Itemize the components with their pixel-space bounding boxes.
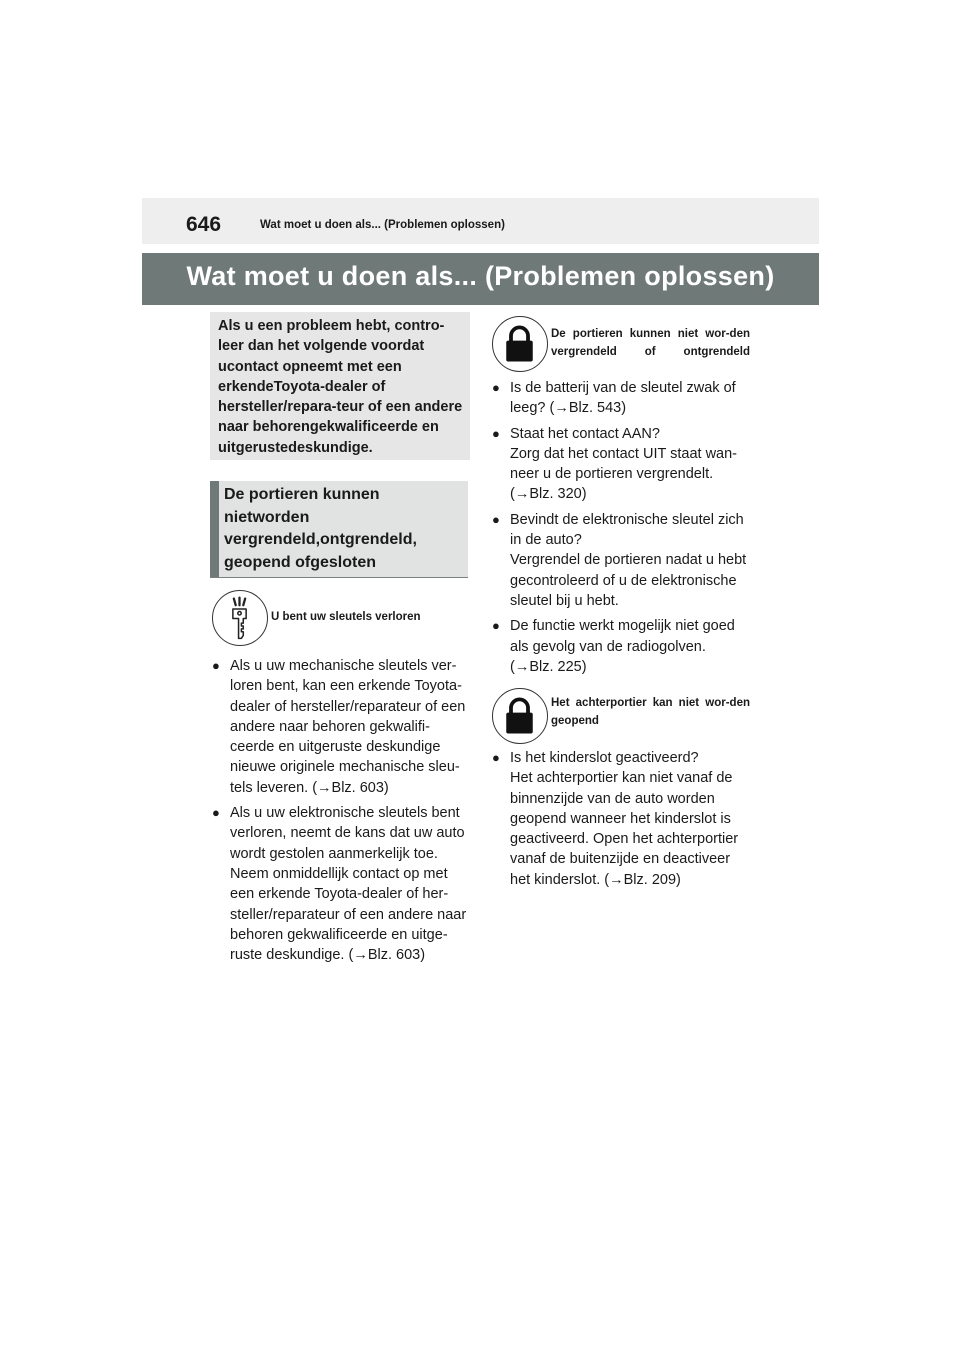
text-line: ontgrendeld, geopend of	[224, 531, 417, 571]
text-line: De portieren kunnen niet	[224, 486, 380, 526]
text-line: als gevolg van de radiogolven.	[510, 638, 706, 655]
rear-door-heading	[551, 695, 750, 730]
list-item	[492, 378, 750, 419]
text-line: andere naar behoren gekwalifi-	[230, 718, 430, 735]
list-item	[492, 424, 750, 505]
section-title	[224, 484, 460, 574]
text-line: tels leveren. (→Blz. 603)	[230, 779, 389, 796]
text-line: vanaf de buitenzijde en deactiveer	[510, 851, 731, 868]
text-line: den vergrendeld of ontgrendeld	[551, 328, 750, 358]
text-line: contact opneemt met een erkende	[218, 358, 402, 395]
text-line: in de auto?	[510, 532, 582, 549]
text-line: leer dan het volgende voordat u	[218, 338, 425, 375]
intro-text	[218, 316, 466, 458]
text-line: ● Bevindt de elektronische sleutel zich	[510, 511, 744, 528]
list-item	[212, 803, 468, 965]
list-item	[492, 510, 750, 611]
text-line: behoren gekwalificeerde en uitge-	[230, 926, 448, 943]
page-number: 646	[186, 213, 222, 236]
page-title: Wat moet u doen als... (Problemen oplossen)	[186, 261, 775, 291]
text-line: leeg? (→Blz. 543)	[510, 400, 627, 417]
title-bar	[142, 253, 819, 305]
text-line: ● Staat het contact AAN?	[510, 425, 660, 442]
text-line: wordt gestolen aanmerkelijk toe.	[230, 845, 438, 862]
text-line: verloren, neemt de kans dat uw auto	[230, 825, 465, 842]
text-line: loren bent, kan een erkende Toyota-	[230, 678, 462, 695]
text-line: Vergrendel de portieren nadat u hebt	[510, 552, 747, 569]
list-item	[492, 616, 750, 677]
padlock-icon	[492, 316, 548, 372]
running-head: Wat moet u doen als... (Problemen oplossen)	[260, 219, 505, 231]
lost-keys-heading: U bent uw sleutels verloren	[271, 611, 421, 623]
text-line: geopend wanneer het kinderslot is	[510, 810, 731, 827]
text-line: ruste deskundige. (→Blz. 603)	[230, 947, 426, 964]
text-line: ● De functie werkt mogelijk niet goed	[510, 618, 735, 635]
text-line: nieuwe originele mechanische sleu-	[230, 759, 460, 776]
text-line: een erkende Toyota-dealer of her-	[230, 886, 449, 903]
text-line: ● Is het kinderslot geactiveerd?	[510, 750, 699, 766]
text-line: (→Blz. 225)	[510, 658, 587, 675]
text-line: het kinderslot. (→Blz. 209)	[510, 871, 681, 888]
text-line: Het achterportier kan niet wor-	[551, 697, 730, 709]
text-line: Zorg dat het contact UIT staat wan-	[510, 445, 738, 462]
lost-keys-list	[212, 656, 468, 970]
section-heading-box	[210, 481, 468, 578]
text-line: sleutel bij u hebt.	[510, 592, 619, 609]
padlock-icon	[492, 688, 548, 744]
list-item	[212, 656, 468, 798]
text-line: Als u een probleem hebt, contro-	[218, 318, 445, 334]
text-line: gekwalificeerde en uitgeruste	[218, 419, 439, 456]
text-line: geactiveerd. Open het achterportier	[510, 831, 739, 848]
text-line: ● Als u uw elektronische sleutels bent	[230, 805, 460, 822]
text-line: gecontroleerd of u de elektronische	[510, 572, 737, 589]
doors-lock-heading	[551, 326, 750, 361]
intro-box	[210, 312, 470, 460]
section-heading-accent	[210, 481, 219, 577]
text-line: De portieren kunnen niet wor-	[551, 328, 730, 340]
text-line: (→Blz. 320)	[510, 486, 587, 503]
text-line: neer u de portieren vergrendelt.	[510, 466, 714, 483]
rear-door-list	[492, 748, 750, 895]
text-line: ● Is de batterij van de sleutel zwak of	[510, 380, 736, 396]
key-icon	[212, 590, 268, 646]
text-line: dealer of hersteller/reparateur of een	[230, 698, 466, 715]
doors-lock-list	[492, 378, 750, 682]
text-line: Toyota-dealer of hersteller/repara-	[218, 378, 386, 416]
text-line: gesloten	[310, 553, 377, 571]
text-line: den geopend	[551, 697, 750, 727]
text-line: binnenzijde van de auto worden	[510, 790, 715, 807]
text-line: teur of een andere naar behoren	[218, 399, 463, 436]
text-line: worden vergrendeld,	[224, 508, 321, 548]
text-line: deskundige.	[288, 439, 373, 456]
text-line: Neem onmiddellijk contact op met	[230, 865, 448, 882]
text-line: steller/reparateur of een andere naar	[230, 906, 467, 923]
text-line: Het achterportier kan niet vanaf de	[510, 770, 733, 787]
list-item	[492, 748, 750, 890]
text-line: ceerde en uitgeruste deskundige	[230, 739, 441, 756]
text-line: ● Als u uw mechanische sleutels ver-	[230, 658, 457, 674]
